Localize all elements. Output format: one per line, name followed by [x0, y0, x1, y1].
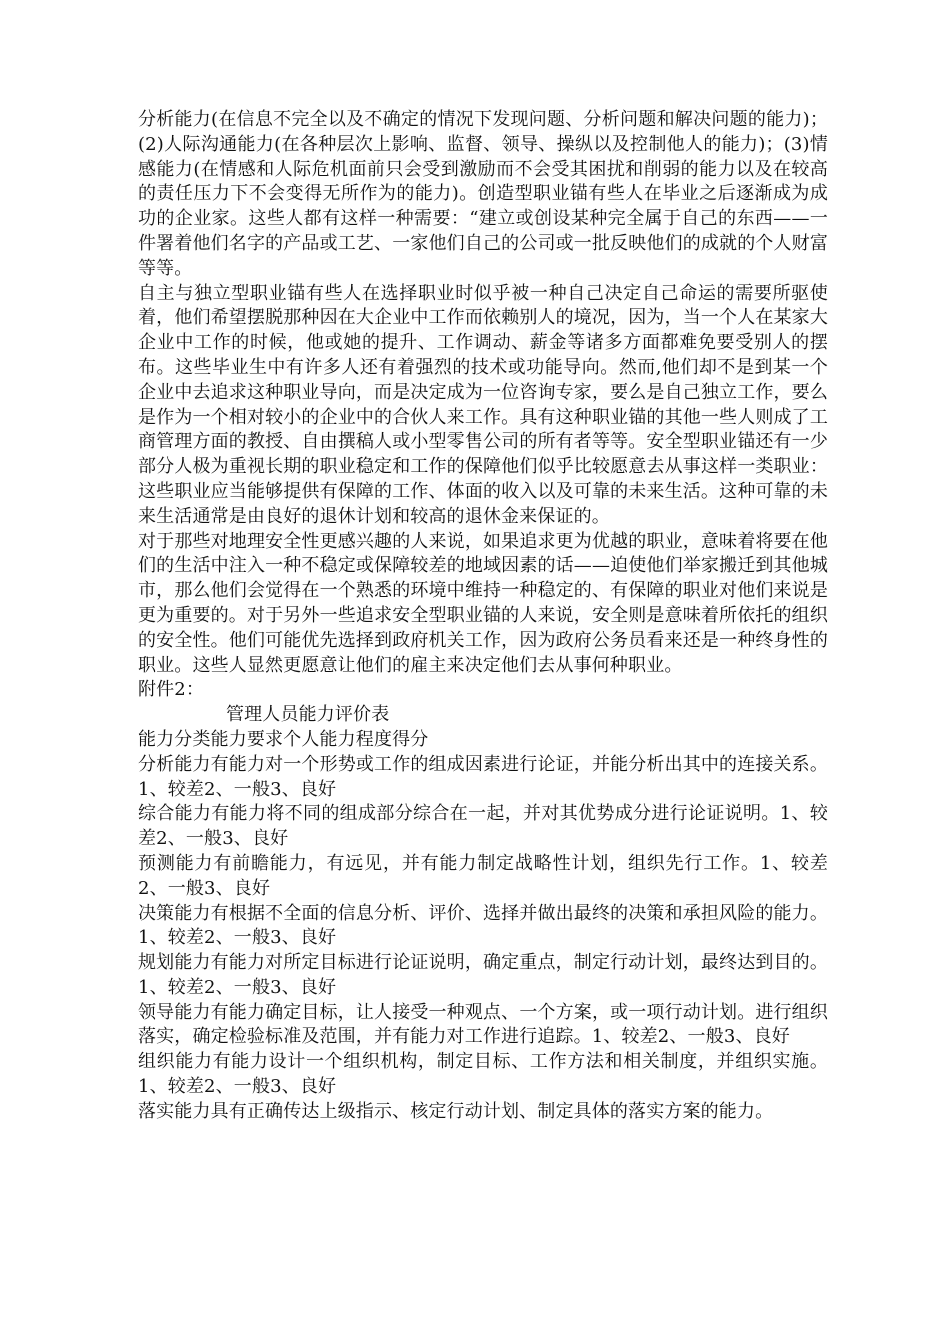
table-row-forecast: 预测能力有前瞻能力，有远见，并有能力制定战略性计划，组织先行工作。1、较差2、一般3、良好 — [138, 852, 828, 899]
body-paragraph-3: 对于那些对地理安全性更感兴趣的人来说，如果追求更为优越的职业，意味着将要在他们的生活中注入一种不稳定或保障较差的地域因素的话——迫使他们举家搬迁到其他城市，那么他们会觉得在一个熟悉的环境中维持一种稳定的、有保障的职业对他们来说是更为重要的。对于另外一些追求安全型职业锚的人来说，安全则是意味着所依托的组织的安全性。他们可能优先选择到政府机关工作，因为政府公务员看来还是一种终身性的职业。这些人显然更愿意让他们的雇主来决定他们去从事何种职业。 — [138, 530, 828, 676]
table-title: 管理人员能力评价表 — [226, 704, 390, 726]
table-row-decision: 决策能力有根据不全面的信息分析、评价、选择并做出最终的决策和承担风险的能力。1、较差2、一般3、良好 — [138, 902, 828, 949]
table-header: 能力分类能力要求个人能力程度得分 — [138, 728, 429, 750]
document-body — [138, 108, 828, 1125]
body-paragraph-2: 自主与独立型职业锚有些人在选择职业时似乎被一种自己决定自己命运的需要所驱使着，他们希望摆脱那种因在大企业中工作而依赖别人的境况，因为，当一个人在某家大企业中工作的时候，他或她的提升、工作调动、薪金等诸多方面都难免要受别人的摆布。这些毕业生中有许多人还有着强烈的技术或功能导向。然而,他们却不是到某一个企业中去追求这种职业导向，而是决定成为一位咨询专家，要么是自己独立工作，要么是作为一个相对较小的企业中的合伙人来工作。具有这种职业锚的其他一些人则成了工商管理方面的教授、自由撰稿人或小型零售公司的所有者等等。安全型职业锚还有一少部分人极为重视长期的职业稳定和工作的保障他们似乎比较愿意去从事这样一类职业：这些职业应当能够提供有保障的工作、体面的收入以及可靠的未来生活。这种可靠的未来生活通常是由良好的退休计划和较高的退休金来保证的。 — [138, 282, 828, 527]
table-row-leadership: 领导能力有能力确定目标，让人接受一种观点、一个方案，或一项行动计划。进行组织落实，确定检验标准及范围，并有能力对工作进行追踪。1、较差2、一般3、良好 — [138, 1001, 828, 1048]
table-row-implementation: 落实能力具有正确传达上级指示、核定行动计划、制定具体的落实方案的能力。 — [138, 1100, 774, 1122]
table-row-synthesis: 综合能力有能力将不同的组成部分综合在一起，并对其优势成分进行论证说明。1、较差2、一般3、良好 — [138, 803, 828, 850]
table-row-planning: 规划能力有能力对所定目标进行论证说明，确定重点，制定行动计划，最终达到目的。1、较差2、一般3、良好 — [138, 952, 828, 998]
appendix-label: 附件2： — [138, 679, 205, 701]
body-paragraph-1: 分析能力(在信息不完全以及不确定的情况下发现问题、分析问题和解决问题的能力)；(2)人际沟通能力(在各种层次上影响、监督、领导、操纵以及控制他人的能力)；(3)情感能力(在情感和人际危机面前只会受到激励而不会受其困扰和削弱的能力以及在较高的责任压力下不会变得无所作为的能力)。创造型职业锚有些人在毕业之后逐渐成为成功的企业家。这些人都有这样一种需要：“建立或创设某种完全属于自己的东西——一件署着他们名字的产品或工艺、一家他们自己的公司或一批反映他们的成就的个人财富等等。 — [138, 109, 828, 279]
table-row-analysis: 分析能力有能力对一个形势或工作的组成因素进行论证，并能分析出其中的连接关系。1、较差2、一般3、良好 — [138, 753, 828, 800]
table-row-organization: 组织能力有能力设计一个组织机构，制定目标、工作方法和相关制度，并组织实施。1、较差2、一般3、良好 — [138, 1051, 828, 1098]
